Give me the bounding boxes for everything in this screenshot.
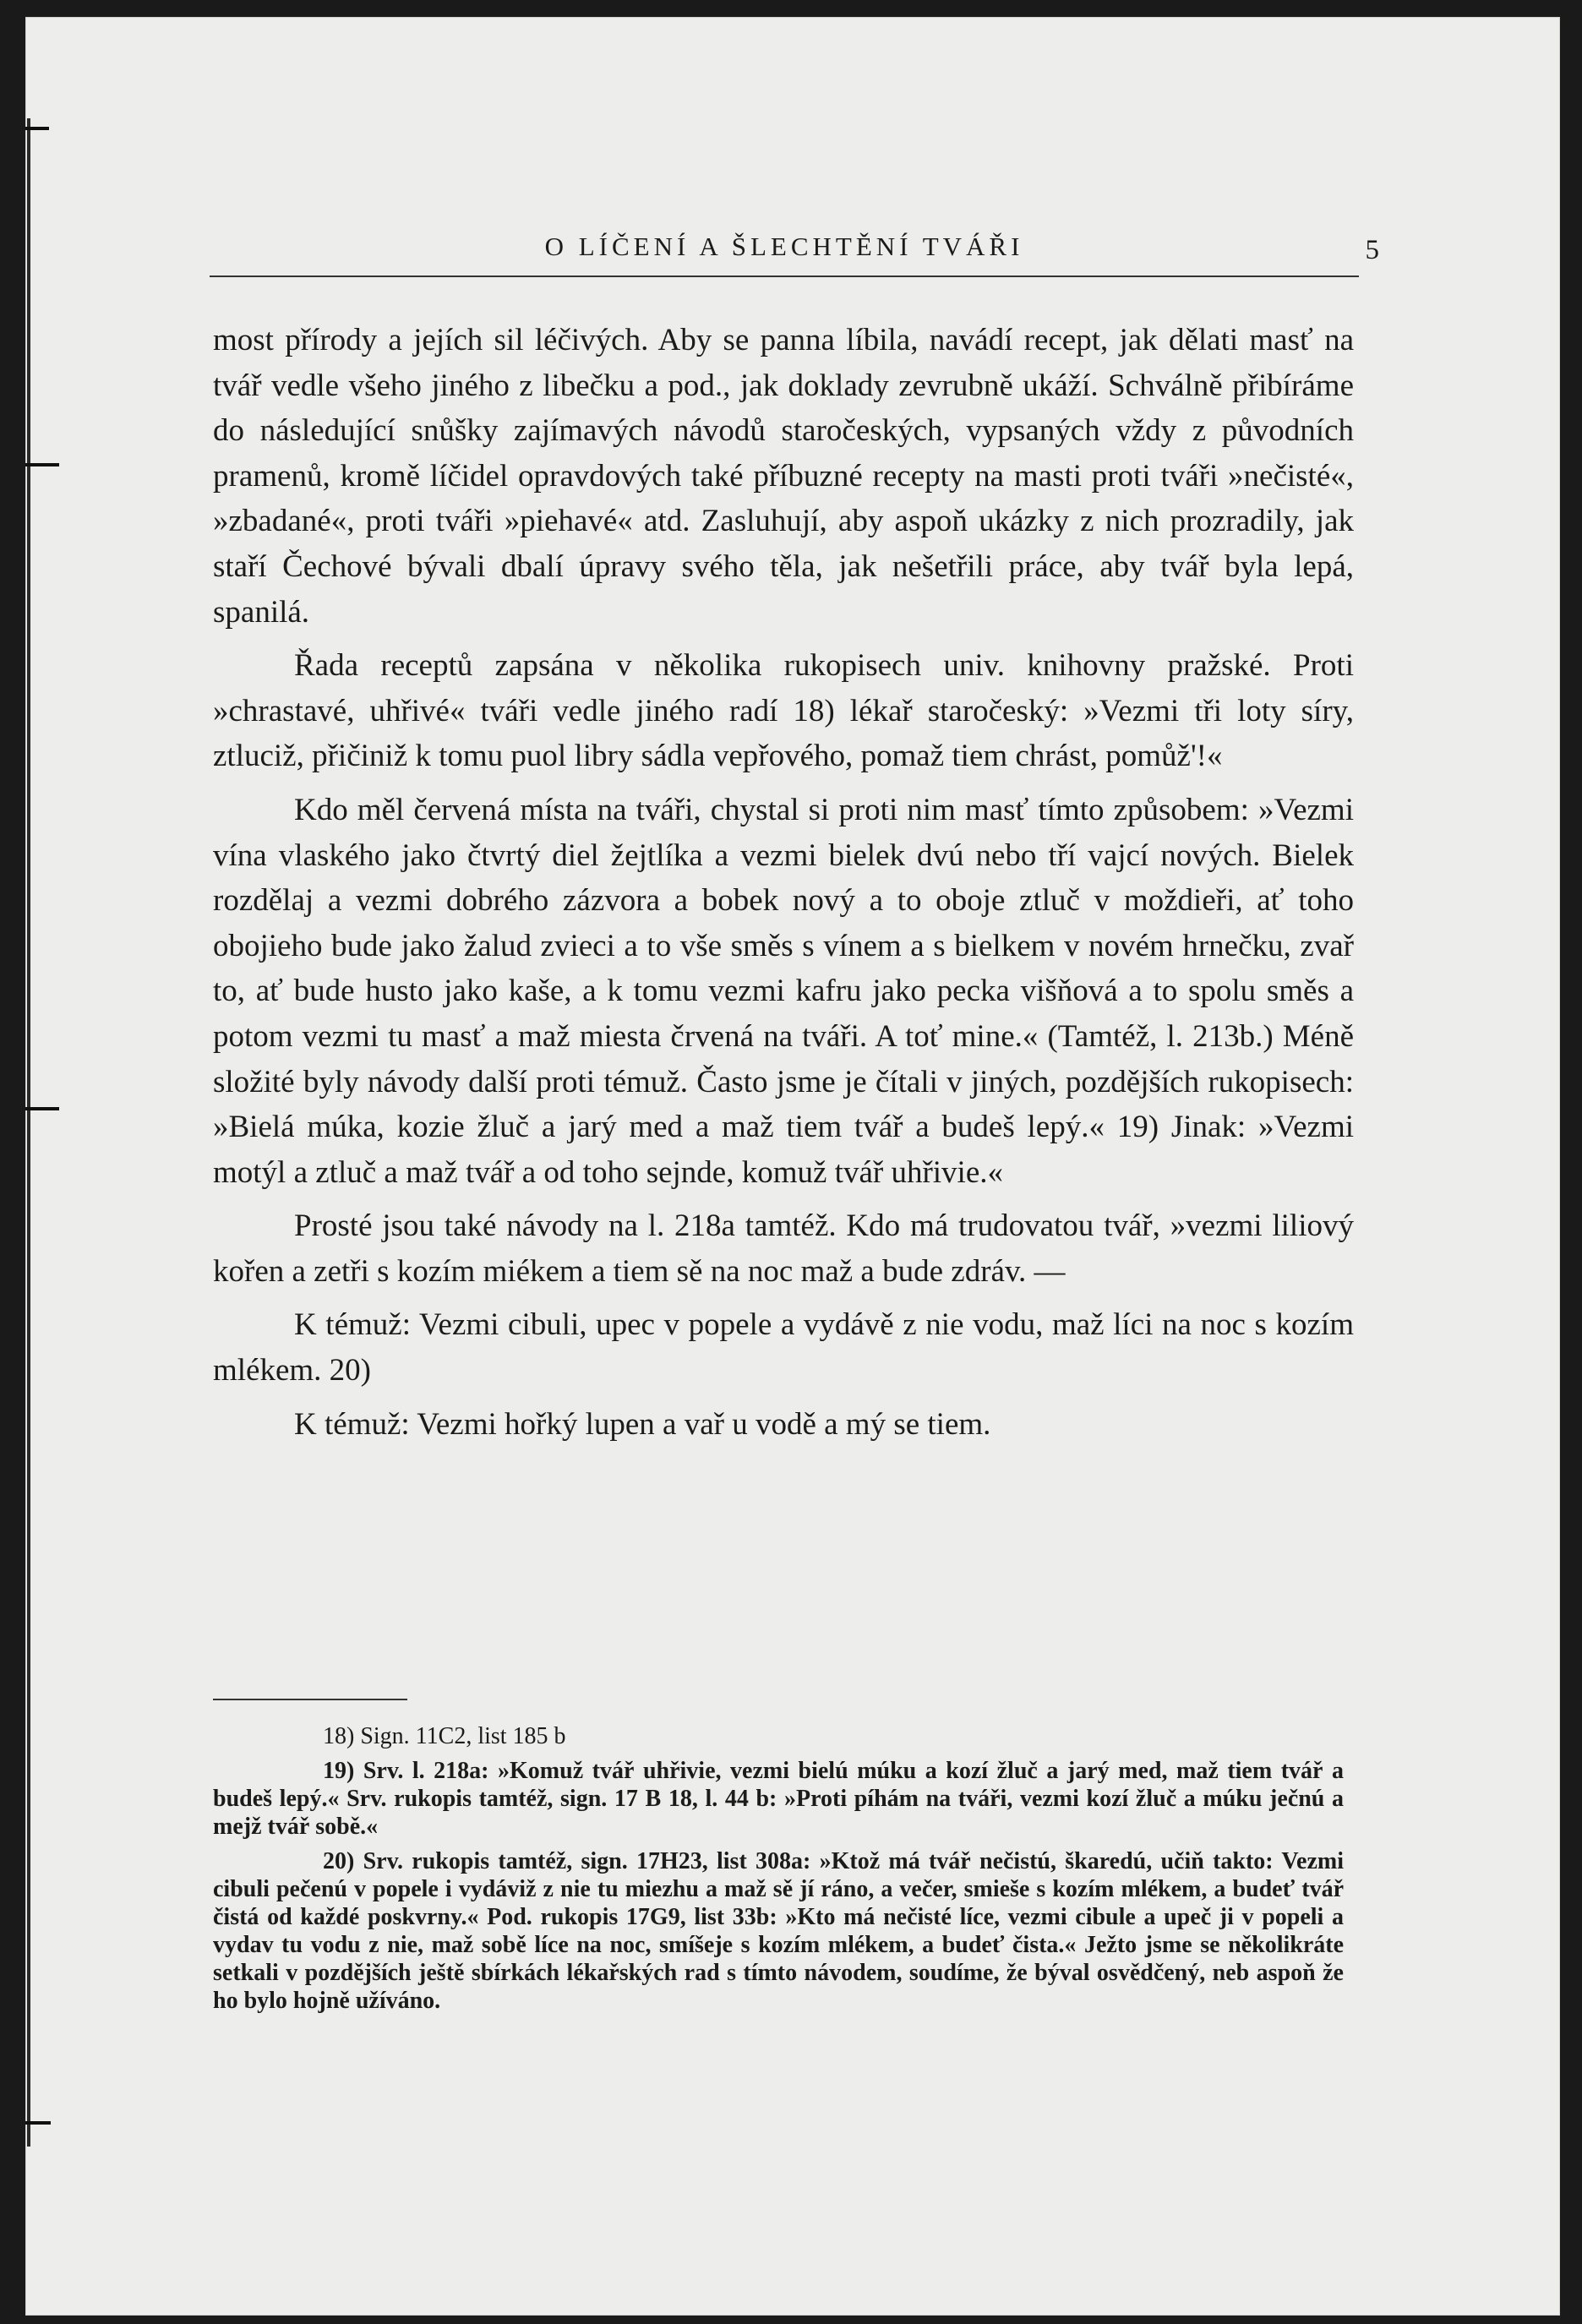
paragraph: K témuž: Vezmi cibuli, upec v popele a vydávě z nie vodu, maž líci na noc s kozím mlékem. 20) xyxy=(213,1307,1354,1388)
main-text xyxy=(213,318,1354,1447)
binding-mark xyxy=(27,118,30,2147)
binding-mark xyxy=(25,127,49,130)
page-number: 5 xyxy=(1365,235,1379,265)
book-page xyxy=(25,17,1560,2316)
footnote: 18) Sign. 11C2, list 185 b xyxy=(323,1723,566,1749)
binding-mark xyxy=(25,2121,51,2125)
running-head: O LÍČENÍ A ŠLECHTĚNÍ TVÁŘI xyxy=(544,232,1024,261)
paragraph: most přírody a jejích sil léčivých. Aby se panna líbila, navádí recept, jak dělati masť na tvář vedle všeho jiného z libečku a pod., jak doklady zevrubně ukáží. Schválně přibíráme do následující snůšky zajímavých návodů staročeských, vypsaných vždy z původních pramenů, kromě líčidel opravdových také příbuzné recepty na masti proti tváři »nečisté«, »zbadané«, proti tváři »piehavé« atd. Zasluhují, aby aspoň ukázky z nich prozradily, jak staří Čechové bývali dbalí úpravy svého těla, jak nešetřili práce, aby tvář byla lepá, spanilá. xyxy=(213,323,1354,630)
paragraph: Prosté jsou také návody na l. 218a tamtéž. Kdo má trudovatou tvář, »vezmi liliový kořen a zetři s kozím miékem a tiem sě na noc maž a bude zdráv. — xyxy=(213,1208,1354,1289)
binding-mark xyxy=(25,1107,59,1110)
paragraph: Kdo měl červená místa na tváři, chystal si proti nim masť tímto způsobem: »Vezmi vína vlaského jako čtvrtý diel žejtlíka a vezmi bielek dvú nebo tří vajcí nových. Bielek rozdělaj a vezmi dobrého zázvora a bobek nový a to oboje ztluč v moždieři, ať toho obojieho bude jako žalud zvieci a to vše směs s vínem a s bielkem v novém hrnečku, zvař to, ať bude husto jako kaše, a k tomu vezmi kafru jako pecka višňová a to spolu směs a potom vezmi tu masť a maž miesta črvená na tváři. A toť mine.« (Tamtéž, l. 213b.) Méně složité byly návody další proti témuž. Často jsme je čítali v jiných, pozdějších rukopisech: »Bielá múka, kozie žluč a jarý med a maž tiem tvář a budeš lepý.« 19) Jinak: »Vezmi motýl a ztluč a maž tvář a od toho sejnde, komuž tvář uhřivie.« xyxy=(213,792,1354,1190)
paragraph: Řada receptů zapsána v několika rukopisech univ. knihovny pražské. Proti »chrastavé, uhřivé« tváři vedle jiného radí 18) lékař staročeský: »Vezmi tři loty síry, ztluciž, přičiniž k tomu puol libry sádla vepřového, pomaž tiem chrást, pomůž'!« xyxy=(213,648,1354,774)
footnote: 19) Srv. l. 218a: »Komuž tvář uhřivie, vezmi bielú múku a kozí žluč a jarý med, maž tiem tvář a budeš lepý.« Srv. rukopis tamtéž, sign. 17 B 18, l. 44 b: »Proti píhám na tváři, vezmi kozí žluč a múku ječnú a mejž tvář sobě.« xyxy=(213,1758,1344,1840)
page-header xyxy=(210,203,1379,265)
header-rule xyxy=(210,275,1359,277)
binding-mark xyxy=(25,463,59,466)
footnotes xyxy=(213,1722,1344,2021)
footnote-rule xyxy=(213,1699,407,1700)
paragraph: K témuž: Vezmi hořký lupen a vař u vodě a mý se tiem. xyxy=(294,1406,991,1442)
footnote: 20) Srv. rukopis tamtéž, sign. 17H23, list 308a: »Ktož má tvář nečistú, škaredú, učiň takto: Vezmi cibuli pečenú v popele i vydáviž z nie tu miezhu a maž sě jí ráno, a večer, smieše s kozím mlékem, a budeť tvář čistá od každé poskvrny.« Pod. rukopis 17G9, list 33b: »Kto má nečisté líce, vezmi cibule a upeč ji v popeli a vydav tu vodu z nie, maž sobě líce na noc, smíšeje s kozím mlékem, a budeť čista.« Ježto jsme se několikráte setkali v pozdějších ještě sbírkách lékařských rad s tímto návodem, soudíme, že býval osvědčený, neb aspoň že ho bylo hojně užíváno. xyxy=(213,1848,1344,2014)
